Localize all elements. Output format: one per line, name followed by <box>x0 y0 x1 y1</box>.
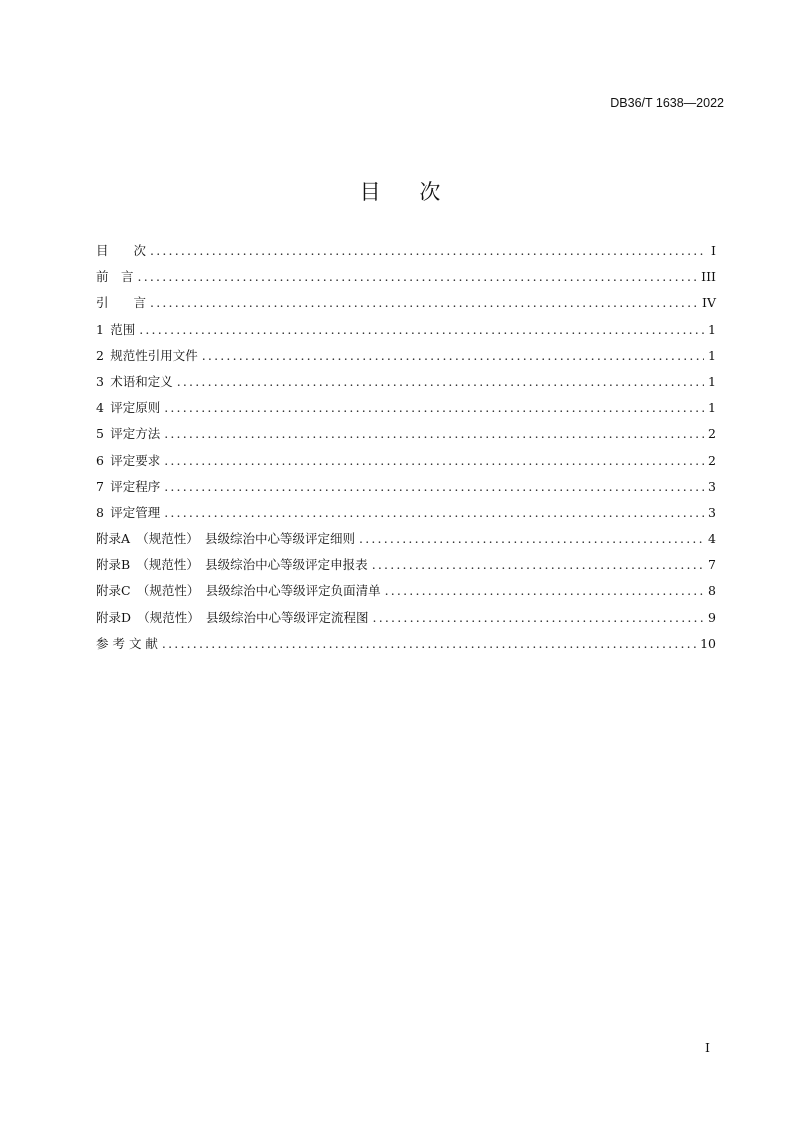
toc-entry-page: 8 <box>708 583 716 599</box>
toc-entry-procedure[interactable] <box>96 478 716 504</box>
toc-entry-label: 5 评定方法 <box>96 426 161 442</box>
toc-entry-bibliography[interactable] <box>96 635 716 661</box>
toc-leader-dots <box>372 556 704 574</box>
toc-entry-page: 10 <box>700 635 716 651</box>
toc-entry-foreword[interactable] <box>96 268 716 294</box>
toc-entry-page: 2 <box>708 452 716 468</box>
toc-leader-dots <box>385 582 704 600</box>
toc-entry-label: 引 言 <box>96 295 147 311</box>
toc-entry-label: 4 评定原则 <box>96 400 161 416</box>
toc-leader-dots <box>177 373 704 391</box>
toc-entry-page: 3 <box>708 478 716 494</box>
toc-entry-page: 3 <box>708 504 716 520</box>
toc-leader-dots <box>139 321 704 339</box>
toc-entry-label: 7 评定程序 <box>96 478 161 494</box>
toc-entry-page: III <box>701 269 716 285</box>
page-title: 目 次 <box>359 180 457 204</box>
table-of-contents <box>96 242 716 661</box>
toc-entry-page: I <box>711 243 716 258</box>
standard-code: DB36/T 1638—2022 <box>610 96 724 110</box>
toc-entry-label: 2 规范性引用文件 <box>96 347 198 363</box>
toc-leader-dots <box>202 347 704 365</box>
toc-entry-page: IV <box>702 295 716 311</box>
toc-leader-dots <box>162 635 696 653</box>
toc-leader-dots <box>164 478 704 496</box>
toc-entry-label: 3 术语和定义 <box>96 373 173 389</box>
toc-entry-appendix-c[interactable] <box>96 582 716 608</box>
toc-entry-management[interactable] <box>96 504 716 530</box>
toc-entry-label: 附录A （规范性） 县级综治中心等级评定细则 <box>96 531 356 547</box>
toc-entry-normative-references[interactable] <box>96 347 716 373</box>
toc-entry-label: 前 言 <box>96 269 134 285</box>
toc-entry-page: 9 <box>708 609 716 625</box>
toc-entry-label: 1 范围 <box>96 321 136 337</box>
toc-entry-page: 1 <box>708 400 716 416</box>
toc-entry-page: 1 <box>708 373 716 389</box>
toc-entry-terms-definitions[interactable] <box>96 373 716 399</box>
toc-leader-dots <box>138 268 698 286</box>
toc-entry-requirements[interactable] <box>96 452 716 478</box>
toc-entry-introduction[interactable] <box>96 294 716 320</box>
toc-entry-label: 参 考 文 献 <box>96 635 158 651</box>
toc-leader-dots <box>359 530 704 548</box>
toc-entry-scope[interactable] <box>96 321 716 347</box>
toc-entry-page: 4 <box>708 531 716 547</box>
toc-entry-page: 7 <box>708 557 716 573</box>
toc-entry-appendix-b[interactable] <box>96 556 716 582</box>
toc-entry-label: 目 次 <box>96 243 147 258</box>
toc-leader-dots <box>164 399 704 417</box>
toc-entry-appendix-a[interactable] <box>96 530 716 556</box>
toc-entry-appendix-d[interactable] <box>96 609 716 635</box>
toc-entry-label: 附录D （规范性） 县级综治中心等级评定流程图 <box>96 609 369 625</box>
toc-entry-page: 1 <box>708 321 716 337</box>
toc-entry-methods[interactable] <box>96 425 716 451</box>
toc-entry-contents[interactable] <box>96 242 716 268</box>
toc-leader-dots <box>373 609 704 627</box>
toc-entry-principles[interactable] <box>96 399 716 425</box>
toc-entry-label: 8 评定管理 <box>96 504 161 520</box>
toc-leader-dots <box>150 294 698 312</box>
toc-leader-dots <box>164 452 704 470</box>
toc-entry-label: 6 评定要求 <box>96 452 161 468</box>
toc-entry-label: 附录B （规范性） 县级综治中心等级评定申报表 <box>96 557 368 573</box>
toc-leader-dots <box>150 242 704 260</box>
footer-page-number: I <box>705 1040 710 1055</box>
toc-leader-dots <box>164 425 704 443</box>
toc-entry-page: 1 <box>708 347 716 363</box>
toc-entry-page: 2 <box>708 426 716 442</box>
toc-leader-dots <box>164 504 704 522</box>
toc-entry-label: 附录C （规范性） 县级综治中心等级评定负面清单 <box>96 583 381 599</box>
